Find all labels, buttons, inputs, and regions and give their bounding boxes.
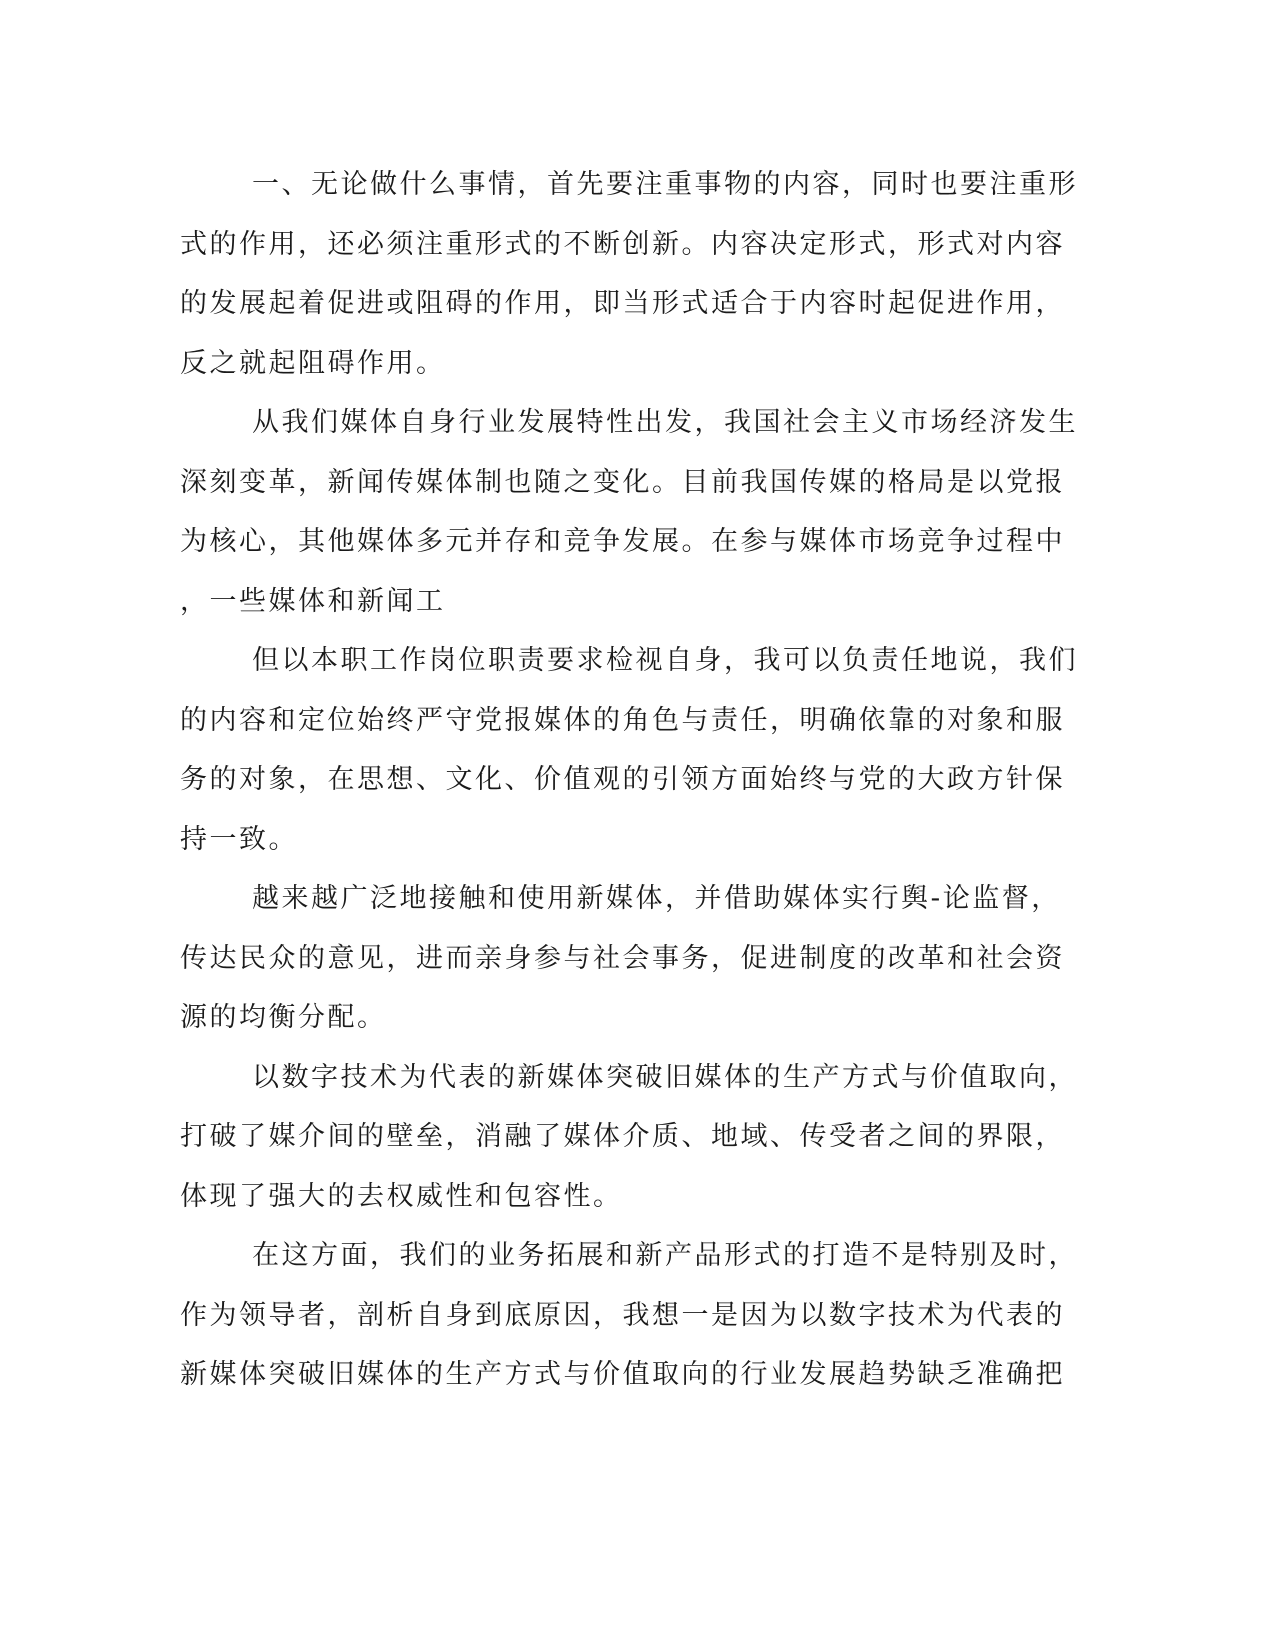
- paragraph-4: [180, 869, 1065, 1048]
- text-line: 越来越广泛地接触和使用新媒体，并借助媒体实行舆-论监督，: [252, 883, 1061, 914]
- text-line: 打破了媒介间的壁垒，消融了媒体介质、地域、传受者之间的界限，: [180, 1121, 1065, 1152]
- text-line: 为核心，其他媒体多元并存和竞争发展。在参与媒体市场竞争过程中: [180, 526, 1065, 557]
- text-line: 源的均衡分配。: [180, 1002, 387, 1033]
- document-body: [180, 155, 1078, 1405]
- text-line: 但以本职工作岗位职责要求检视自身，我可以负责任地说，我们: [252, 645, 1078, 676]
- paragraph-3: [180, 631, 1078, 869]
- text-line: 以数字技术为代表的新媒体突破旧媒体的生产方式与价值取向，: [252, 1061, 1078, 1093]
- text-line: 务的对象，在思想、文化、价值观的引领方面始终与党的大政方针保: [180, 764, 1065, 795]
- text-line: 反之就起阻碍作用。: [180, 347, 446, 379]
- text-line: 一、无论做什么事情，首先要注重事物的内容，同时也要注重形: [252, 169, 1078, 200]
- text-line: ，一些媒体和新闻工: [180, 585, 446, 617]
- text-line: 作为领导者，剖析自身到底原因，我想一是因为以数字技术为代表的: [180, 1299, 1065, 1331]
- text-line: 新媒体突破旧媒体的生产方式与价值取向的行业发展趋势缺乏准确把: [180, 1359, 1065, 1390]
- text-line: 体现了强大的去权威性和包容性。: [180, 1180, 623, 1212]
- paragraph-6: [180, 1226, 1078, 1405]
- text-line: 深刻变革，新闻传媒体制也随之变化。目前我国传媒的格局是以党报: [180, 466, 1065, 498]
- text-line: 的内容和定位始终严守党报媒体的角色与责任，明确依靠的对象和服: [180, 704, 1065, 736]
- text-line: 的发展起着促进或阻碍的作用，即当形式适合于内容时起促进作用，: [180, 288, 1065, 319]
- paragraph-1: [180, 155, 1078, 393]
- paragraph-2: [180, 393, 1078, 631]
- text-line: 式的作用，还必须注重形式的不断创新。内容决定形式，形式对内容: [180, 228, 1065, 260]
- text-line: 在这方面，我们的业务拓展和新产品形式的打造不是特别及时，: [252, 1240, 1078, 1271]
- text-line: 传达民众的意见，进而亲身参与社会事务，促进制度的改革和社会资: [180, 942, 1065, 974]
- text-line: 持一致。: [180, 823, 298, 855]
- paragraph-5: [180, 1048, 1078, 1227]
- text-line: 从我们媒体自身行业发展特性出发，我国社会主义市场经济发生: [252, 407, 1078, 438]
